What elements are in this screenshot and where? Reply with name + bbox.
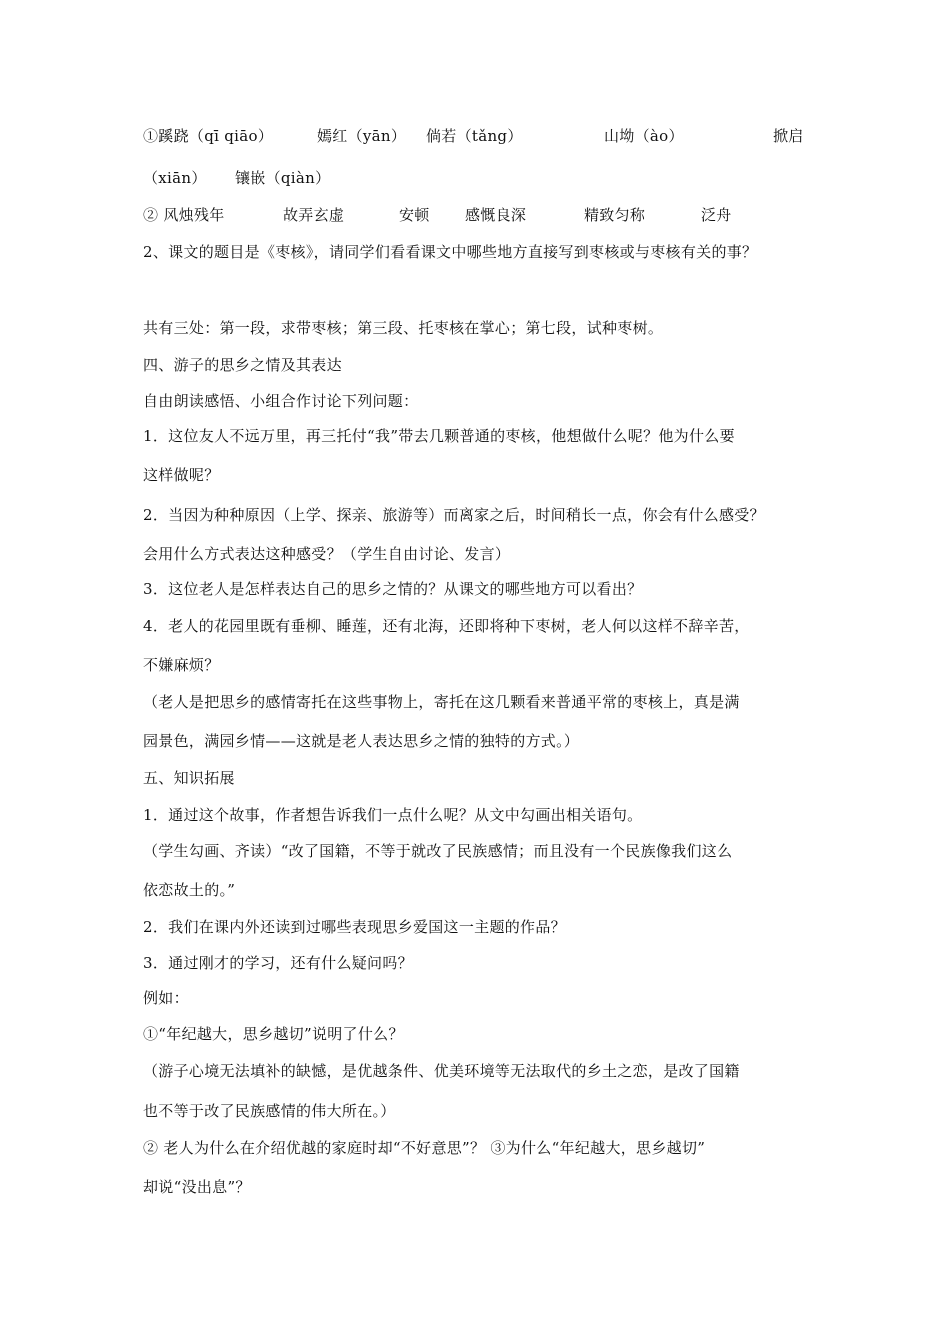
vocab-word: 感慨良深 [465,206,527,224]
problem-4-line-1: 4．老人的花园里既有垂柳、睡莲，还有北海，还即将种下枣树，老人何以这样不辞辛苦， [143,617,750,635]
answer-4-line-1: （老人是把思乡的感情寄托在这些事物上，寄托在这几颗看来普通平常的枣核上，真是满 [143,693,740,711]
example-1-answer-line-1: （游子心境无法填补的缺憾，是优越条件、优美环境等无法取代的乡土之恋，是改了国籍 [143,1062,740,1080]
knowledge-1-answer-line-1: （学生勾画、齐读）“改了国籍，不等于就改了民族感情；而且没有一个民族像我们这么 [143,842,733,860]
problem-1-line-1: 1．这位友人不远万里，再三托付“我”带去几颗普通的枣核，他想做什么呢？他为什么要 [143,427,735,445]
vocab-word: 精致匀称 [584,206,646,224]
question-2: 2、课文的题目是《枣核》，请同学们看看课文中哪些地方直接写到枣核或与枣核有关的事？ [143,243,758,261]
vocab-word: 掀启 [773,127,804,145]
example-2-3-line-2: 却说“没出息”？ [143,1178,251,1196]
problem-1-line-2: 这样做呢？ [143,466,220,484]
vocab-word: 嫣红（yān） [317,127,407,145]
problem-2-line-2: 会用什么方式表达这种感受？（学生自由讨论、发言） [143,545,511,563]
example-1-answer-line-2: 也不等于改了民族感情的伟大所在。） [143,1102,396,1120]
section-heading-4: 四、游子的思乡之情及其表达 [143,356,342,374]
vocab-word: 倘若（tǎng） [426,127,523,145]
vocab-word: 山坳（ào） [604,127,684,145]
vocab-word: （xiān） [143,169,207,187]
vocab-word: 安顿 [399,206,430,224]
section-heading-5: 五、知识拓展 [143,769,235,787]
knowledge-1: 1．通过这个故事，作者想告诉我们一点什么呢？从文中勾画出相关语句。 [143,806,643,824]
example-label: 例如： [143,989,189,1007]
knowledge-3: 3．通过刚才的学习，还有什么疑问吗？ [143,954,413,972]
instruction-line: 自由朗读感悟、小组合作讨论下列问题： [143,392,419,410]
knowledge-2: 2．我们在课内外还读到过哪些表现思乡爱国这一主题的作品？ [143,918,566,936]
problem-3: 3．这位老人是怎样表达自己的思乡之情的？从课文的哪些地方可以看出？ [143,580,643,598]
answer-4-line-2: 园景色，满园乡情——这就是老人表达思乡之情的独特的方式。） [143,732,580,750]
vocab-word: ② 风烛残年 [143,206,225,224]
example-2-3-line-1: ② 老人为什么在介绍优越的家庭时却“不好意思”？ ③为什么“年纪越大，思乡越切” [143,1139,706,1157]
problem-4-line-2: 不嫌麻烦？ [143,656,220,674]
vocab-word: 泛舟 [701,206,732,224]
problem-2-line-1: 2．当因为种种原因（上学、探亲、旅游等）而离家之后，时间稍长一点，你会有什么感受？ [143,506,765,524]
vocab-word: 故弄玄虚 [283,206,345,224]
vocab-word: ①蹊跷（qī qiāo） [143,127,274,145]
answer-2: 共有三处：第一段，求带枣核；第三段、托枣核在掌心；第七段，试种枣树。 [143,319,664,337]
vocab-word: 镶嵌（qiàn） [235,169,331,187]
example-1: ①“年纪越大，思乡越切”说明了什么？ [143,1025,404,1043]
knowledge-1-answer-line-2: 依恋故土的。” [143,881,236,899]
